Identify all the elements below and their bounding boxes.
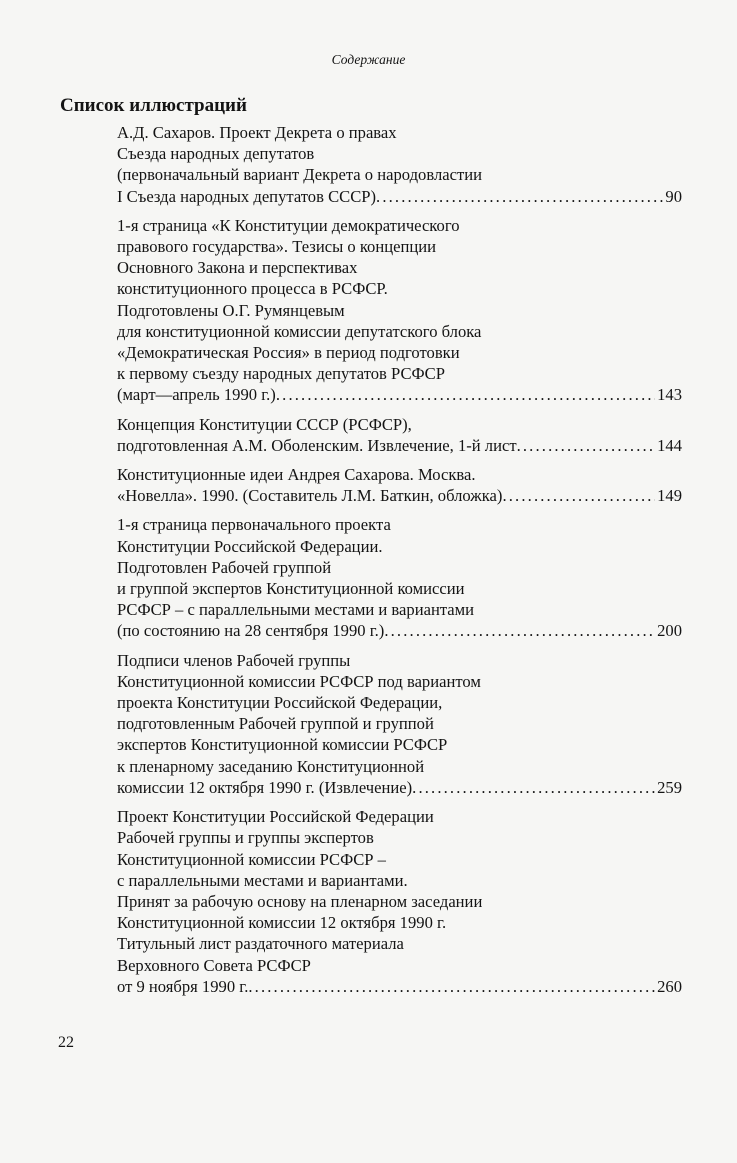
entry-text-line: Съезда народных депутатов	[117, 144, 315, 164]
entry-text-line: (март—апрель 1990 г.)	[117, 385, 276, 405]
entry-page-number: 200	[657, 621, 682, 641]
entry-text-line: Подготовлены О.Г. Румянцевым	[117, 300, 345, 320]
page-number: 22	[58, 1034, 74, 1051]
entry-text-line: подготовленным Рабочей группой и группой	[117, 714, 434, 734]
section-title: Список иллюстраций	[60, 95, 247, 116]
entry-text-line: (по состоянию на 28 сентября 1990 г.)	[117, 621, 385, 641]
entry-last-line	[117, 620, 682, 641]
entry-text-line: Верховного Совета РСФСР	[117, 955, 311, 975]
entry-page-number: 144	[657, 435, 682, 455]
entry-text-line: Конституционной комиссии 12 октября 1990 г.	[117, 913, 447, 933]
entry-text-line: комиссии 12 октября 1990 г. (Извлечение)	[117, 777, 413, 797]
entry-text-line: правового государства». Тезисы о концепции	[117, 237, 436, 257]
entry-text-line: РСФСР – с параллельными местами и вариантами	[117, 600, 475, 620]
dot-leader	[412, 777, 655, 798]
list-item	[117, 414, 682, 456]
dot-leader	[502, 485, 655, 506]
dot-leader	[376, 186, 663, 207]
entry-text-line: проекта Конституции Российской Федерации,	[117, 693, 443, 713]
entry-text-line: (первоначальный вариант Декрета о народовластии	[117, 165, 482, 185]
entry-page-number: 90	[665, 186, 682, 206]
entry-last-line	[117, 186, 682, 207]
entry-text-line: «Демократическая Россия» в период подготовки	[117, 343, 460, 363]
dot-leader	[517, 435, 656, 456]
entry-page-number: 260	[657, 976, 682, 996]
entry-last-line	[117, 976, 682, 997]
entry-text-line: Конституционной комиссии РСФСР –	[117, 849, 386, 869]
entry-text-line: к пленарному заседанию Конституционной	[117, 756, 425, 776]
entry-last-line	[117, 384, 682, 405]
entry-text-line: Рабочей группы и группы экспертов	[117, 828, 374, 848]
entry-text-line: I Съезда народных депутатов СССР)	[117, 186, 377, 206]
entry-text-line: 1-я страница «К Конституции демократического	[117, 215, 460, 235]
entry-text-line: Конституционные идеи Андрея Сахарова. Москва.	[117, 465, 476, 485]
list-item	[117, 215, 682, 406]
entry-text-line: экспертов Конституционной комиссии РСФСР	[117, 735, 448, 755]
entry-text-line: и группой экспертов Конституционной комиссии	[117, 579, 465, 599]
running-head: Содержание	[331, 52, 406, 67]
entry-text-line: к первому съезду народных депутатов РСФСР	[117, 364, 445, 384]
entry-text-line: Основного Закона и перспективах	[117, 258, 358, 278]
dot-leader	[248, 976, 655, 997]
entry-text-line: Титульный лист раздаточного материала	[117, 934, 404, 954]
list-item	[117, 122, 682, 207]
list-item	[117, 650, 682, 798]
entry-last-line	[117, 485, 682, 506]
entry-text-line: Конституции Российской Федерации.	[117, 536, 383, 556]
entry-text-line: А.Д. Сахаров. Проект Декрета о правах	[117, 123, 397, 142]
list-item	[117, 464, 682, 506]
entry-page-number: 143	[657, 385, 682, 405]
list-item	[117, 806, 682, 997]
entry-page-number: 259	[657, 777, 682, 797]
illustration-list	[117, 122, 682, 1005]
entry-text-line: Подготовлен Рабочей группой	[117, 557, 332, 577]
entry-text-line: подготовленная А.М. Оболенским. Извлечение, 1-й лист	[117, 435, 517, 455]
entry-text-line: Подписи членов Рабочей группы	[117, 650, 351, 670]
entry-last-line	[117, 777, 682, 798]
dot-leader	[276, 384, 655, 405]
entry-text-line: конституционного процесса в РСФСР.	[117, 279, 388, 299]
entry-text-line: «Новелла». 1990. (Составитель Л.М. Баткин, обложка)	[117, 486, 503, 506]
entry-text-line: Проект Конституции Российской Федерации	[117, 807, 434, 827]
list-item	[117, 514, 682, 641]
entry-text-line: Конституционной комиссии РСФСР под вариантом	[117, 671, 481, 691]
entry-text-line: от 9 ноября 1990 г.	[117, 976, 249, 996]
entry-text-line: Концепция Конституции СССР (РСФСР),	[117, 414, 412, 434]
entry-text-line: для конституционной комиссии депутатского блока	[117, 321, 482, 341]
entry-last-line	[117, 435, 682, 456]
entry-page-number: 149	[657, 486, 682, 506]
entry-text-line: 1-я страница первоначального проекта	[117, 515, 391, 535]
entry-text-line: с параллельными местами и вариантами.	[117, 870, 408, 890]
dot-leader	[384, 620, 655, 641]
entry-text-line: Принят за рабочую основу на пленарном заседании	[117, 891, 483, 911]
